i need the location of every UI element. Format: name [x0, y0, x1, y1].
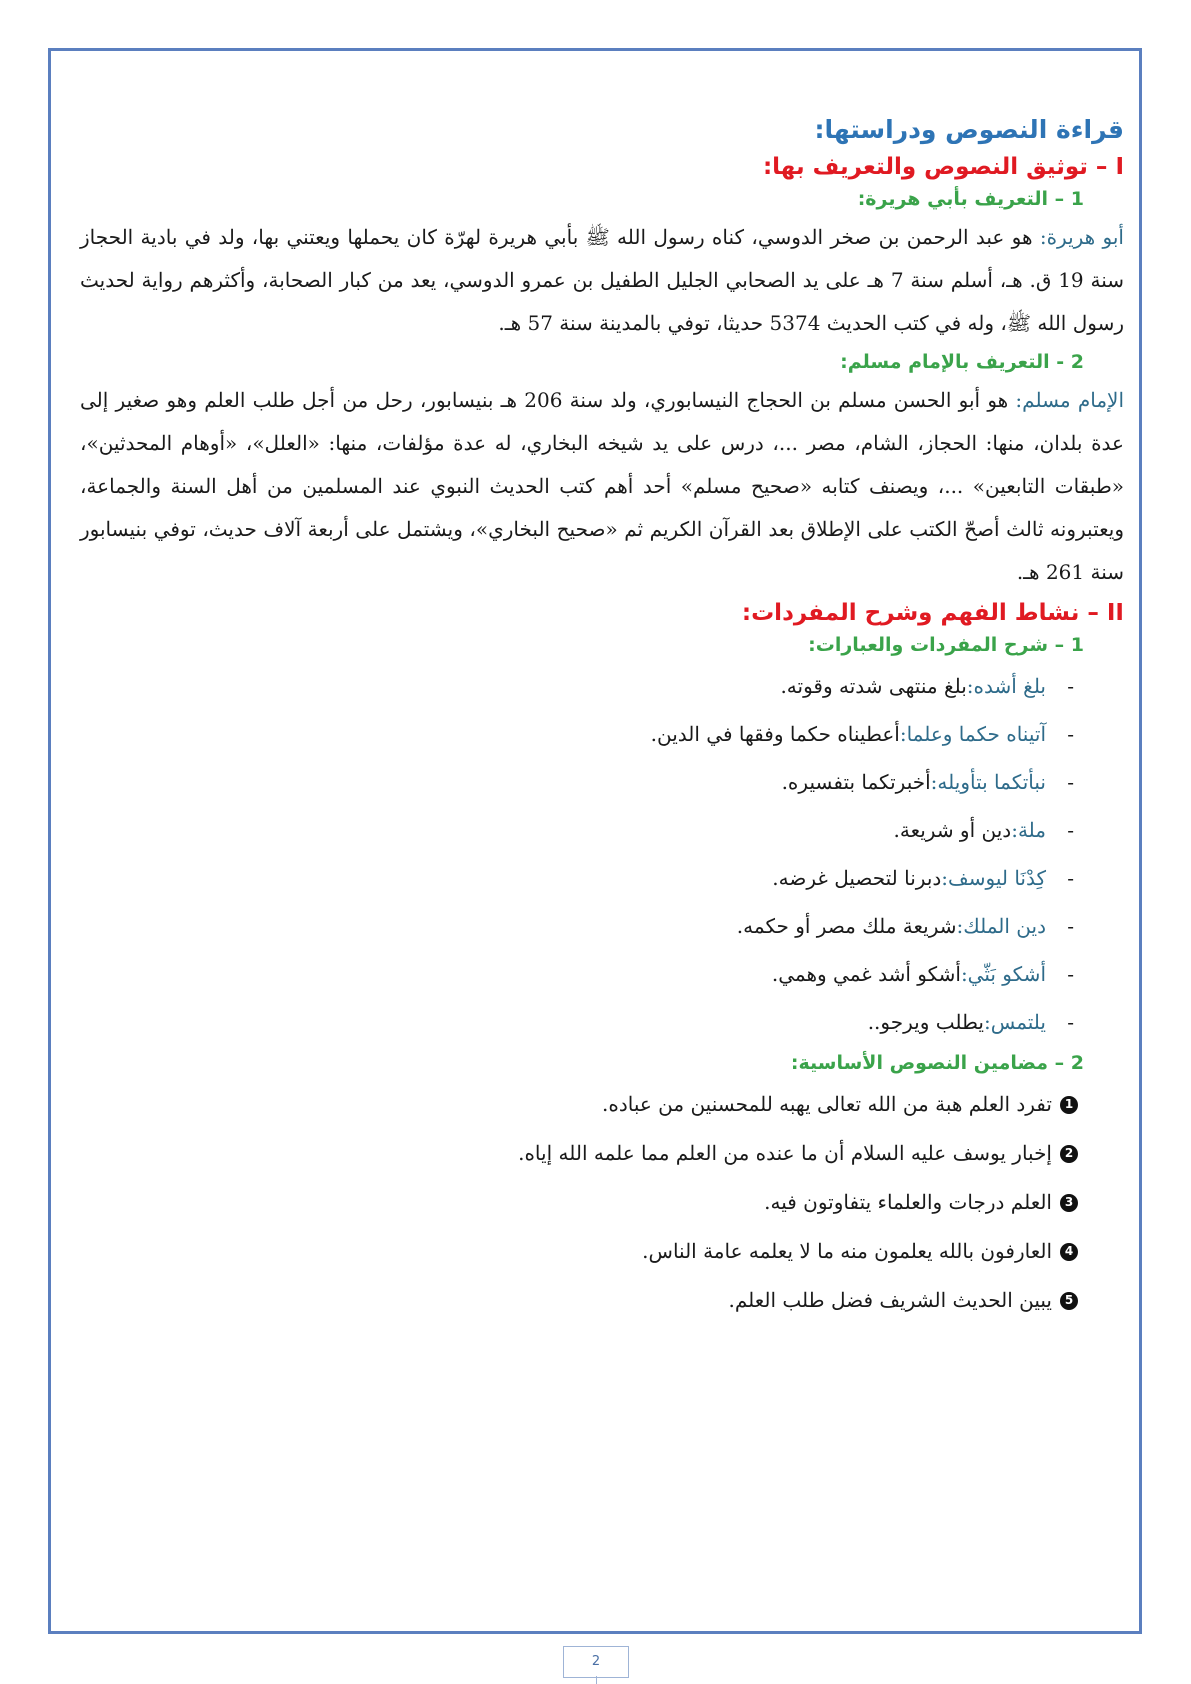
section-2-title: II – نشاط الفهم وشرح المفردات:	[741, 600, 1124, 626]
dash-bullet: -	[1067, 674, 1074, 698]
vocab-definition: يطلب ويرجو..	[867, 1010, 984, 1034]
vocab-term: بلغ أشده:	[966, 674, 1046, 698]
vocab-definition: أعطيناه حكما وفقها في الدين.	[650, 722, 900, 746]
vocab-term: نبأتكما بتأويله:	[930, 770, 1046, 794]
point-item	[80, 1178, 1078, 1227]
abu-hurayra-paragraph	[80, 216, 1124, 345]
dash-bullet: -	[1067, 1010, 1074, 1034]
document-body	[80, 105, 1124, 1325]
number-badge-icon: 2	[1060, 1145, 1078, 1163]
vocab-definition: شريعة ملك مصر أو حكمه.	[736, 914, 957, 938]
vocab-term: يلتمس:	[983, 1010, 1046, 1034]
vocab-definition: دين أو شريعة.	[893, 818, 1012, 842]
point-item	[80, 1129, 1078, 1178]
dash-bullet: -	[1067, 866, 1074, 890]
page-number: 2	[563, 1646, 629, 1678]
vocab-definition: أشكو أشد غمي وهمي.	[771, 962, 961, 986]
section-2-sub-1-title: 1 – شرح المفردات والعبارات:	[808, 634, 1084, 656]
dash-bullet: -	[1067, 722, 1074, 746]
section-2-sub-2-title: 2 – مضامين النصوص الأساسية:	[790, 1052, 1084, 1074]
point-text: العلم درجات والعلماء يتفاوتون فيه.	[764, 1190, 1052, 1214]
point-item	[80, 1080, 1078, 1129]
abu-hurayra-term: أبو هريرة:	[1039, 225, 1124, 249]
imam-muslim-paragraph	[80, 379, 1124, 594]
vocab-term: آتيناه حكما وعلما:	[899, 722, 1046, 746]
main-title: قراءة النصوص ودراستها:	[814, 115, 1124, 144]
vocab-definition: بلغ منتهى شدته وقوته.	[780, 674, 967, 698]
vocab-item	[80, 806, 1074, 854]
vocab-definition: دبرنا لتحصيل غرضه.	[772, 866, 942, 890]
point-text: إخبار يوسف عليه السلام أن ما عنده من العلم مما علمه الله إياه.	[518, 1141, 1052, 1165]
point-text: العارفون بالله يعلمون منه ما لا يعلمه عامة الناس.	[642, 1239, 1052, 1263]
point-text: يبين الحديث الشريف فضل طلب العلم.	[728, 1288, 1052, 1312]
abu-hurayra-text: هو عبد الرحمن بن صخر الدوسي، كناه رسول الله ﷺ بأبي هريرة لهرّة كان يحملها ويعتني بها، ولد في بادية الحجاز سنة 19 ق. هـ، أسلم سنة 7 هـ على يد الصحابي الجليل الطفيل بن عمرو الدوسي، يعد من كبار الصحابة، وأكثرهم رواية لحديث رسول الله ﷺ، وله في كتب الحديث 5374 حديثا، توفي بالمدينة سنة 57 هـ.	[80, 225, 1124, 335]
vocab-item	[80, 758, 1074, 806]
vocab-item	[80, 854, 1074, 902]
number-badge-icon: 3	[1060, 1194, 1078, 1212]
dash-bullet: -	[1067, 818, 1074, 842]
vocab-item	[80, 902, 1074, 950]
vocab-item	[80, 710, 1074, 758]
dash-bullet: -	[1067, 962, 1074, 986]
vocab-item	[80, 950, 1074, 998]
main-points-list	[80, 1080, 1078, 1325]
vocabulary-list	[80, 662, 1074, 1046]
number-badge-icon: 4	[1060, 1243, 1078, 1261]
page-number-connector	[596, 1676, 597, 1684]
vocab-term: دين الملك:	[956, 914, 1046, 938]
imam-muslim-term: الإمام مسلم:	[1015, 388, 1125, 412]
section-1-sub-2-title: 2 - التعريف بالإمام مسلم:	[840, 351, 1084, 373]
vocab-definition: أخبرتكما بتفسيره.	[781, 770, 931, 794]
vocab-term: ملة:	[1011, 818, 1046, 842]
number-badge-icon: 5	[1060, 1292, 1078, 1310]
vocab-term: كِدْنَا ليوسف:	[941, 866, 1046, 890]
point-item	[80, 1227, 1078, 1276]
point-item	[80, 1276, 1078, 1325]
point-text: تفرد العلم هبة من الله تعالى يهبه للمحسنين من عباده.	[602, 1092, 1052, 1116]
number-badge-icon: 1	[1060, 1096, 1078, 1114]
dash-bullet: -	[1067, 914, 1074, 938]
section-1-title: I – توثيق النصوص والتعريف بها:	[762, 154, 1124, 180]
dash-bullet: -	[1067, 770, 1074, 794]
vocab-term: أشكو بَثّي:	[960, 962, 1046, 986]
vocab-item	[80, 662, 1074, 710]
imam-muslim-text: هو أبو الحسن مسلم بن الحجاج النيسابوري، ولد سنة 206 هـ بنيسابور، رحل من أجل طلب العلم وهو صغير إلى عدة بلدان، منها: الحجاز، الشام، مصر ...، درس على يد شيخه البخاري، له عدة مؤلفات، منها: «العلل»، «أوهام المحدثين»، «طبقات التابعين» ...، ويصنف كتابه «صحيح مسلم» أحد أهم كتب الحديث النبوي عند المسلمين من أهل السنة والجماعة، ويعتبرونه ثالث أصحّ الكتب على الإطلاق بعد القرآن الكريم ثم «صحيح البخاري»، ويشتمل على أربعة آلاف حديث، توفي بنيسابور سنة 261 هـ.	[80, 388, 1124, 584]
section-1-sub-1-title: 1 – التعريف بأبي هريرة:	[857, 188, 1084, 210]
vocab-item	[80, 998, 1074, 1046]
